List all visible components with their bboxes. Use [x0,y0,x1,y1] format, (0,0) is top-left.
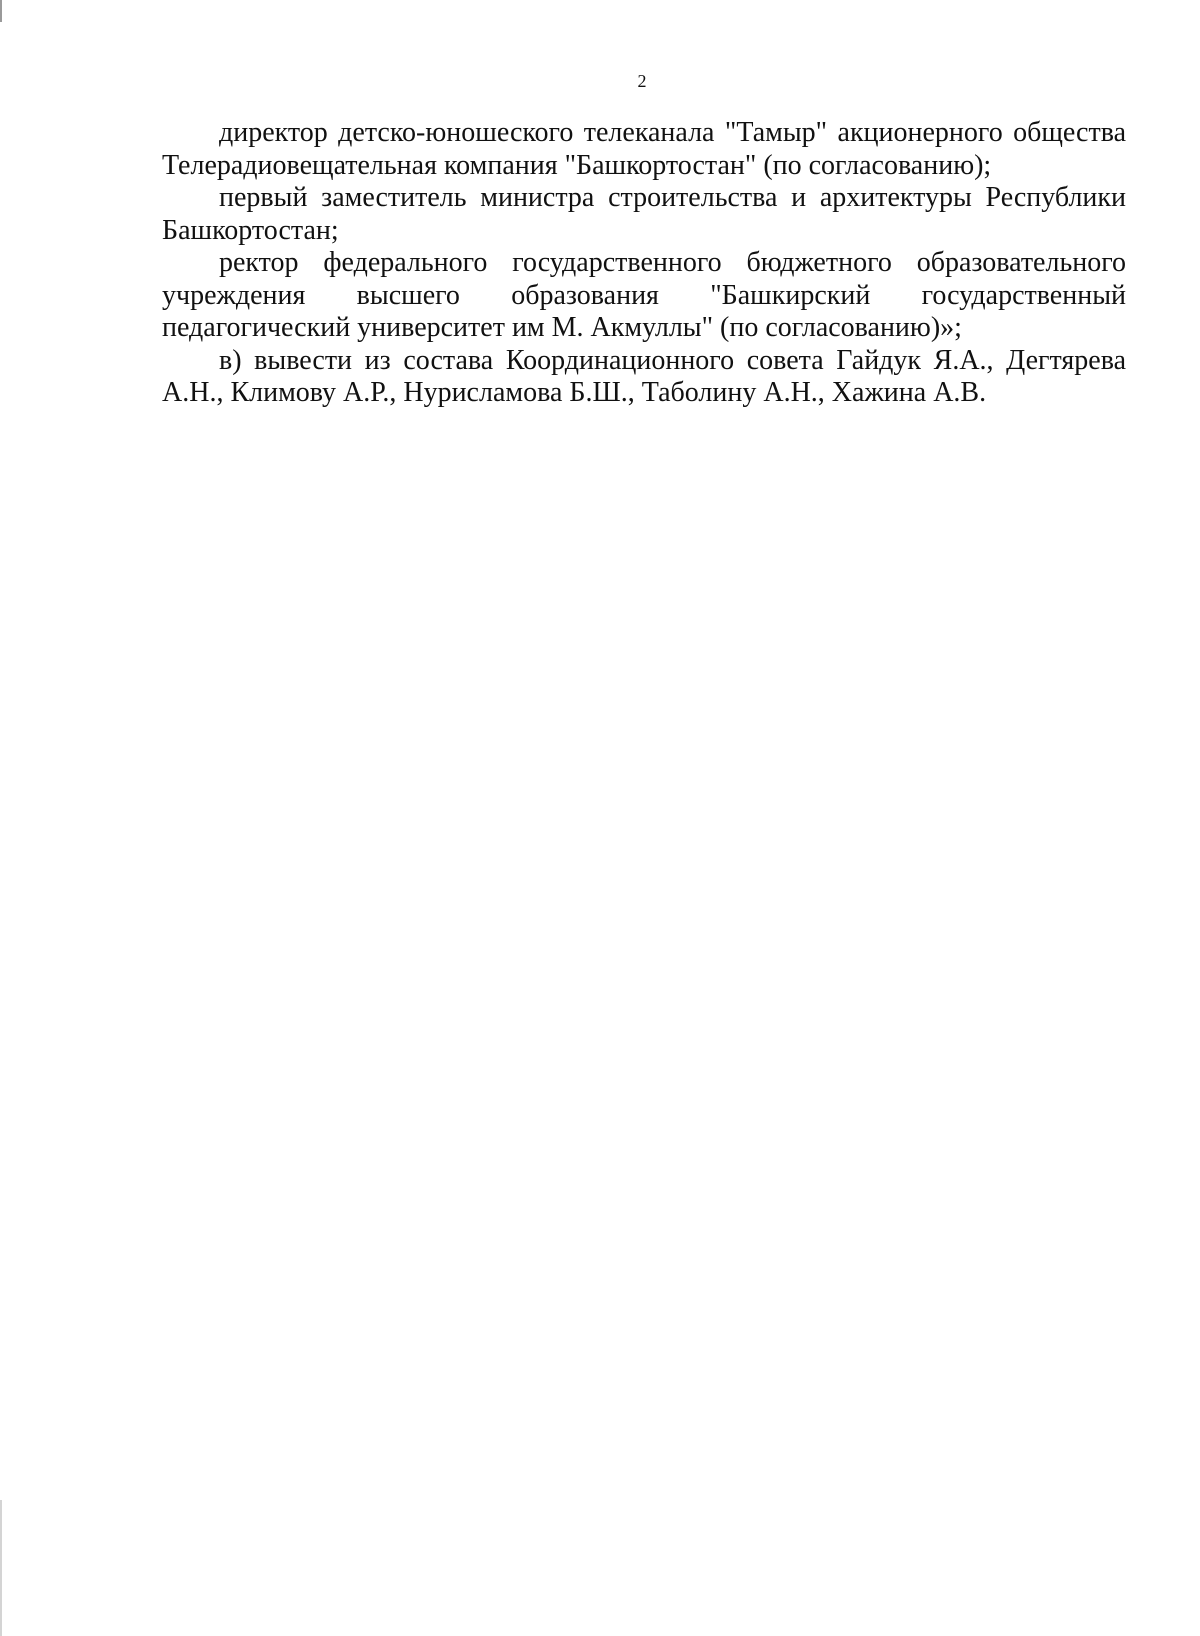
scan-edge-mark [0,0,2,22]
scan-edge-mark [0,1500,2,1636]
paragraph-deputy-minister: первый заместитель министра строительства и архитектуры Республики Башкортостан; [162,182,1126,246]
paragraph-rector: ректор федерального государственного бюджетного образовательного учреждения высшего образования "Башкирский государственный педагогический университет им М. Акмуллы" (по согласованию)»; [162,247,1126,343]
document-body [162,117,1126,410]
paragraph-removal: в) вывести из состава Координационного совета Гайдук Я.А., Дегтярева А.Н., Климову А.Р., Нурисламова Б.Ш., Таболину А.Н., Хажина А.В. [162,344,1126,408]
paragraph-director: директор детско-юношеского телеканала "Тамыр" акционерного общества Телерадиовещательная компания "Башкортостан" (по согласованию); [162,117,1126,181]
page-number: 2 [637,71,647,91]
